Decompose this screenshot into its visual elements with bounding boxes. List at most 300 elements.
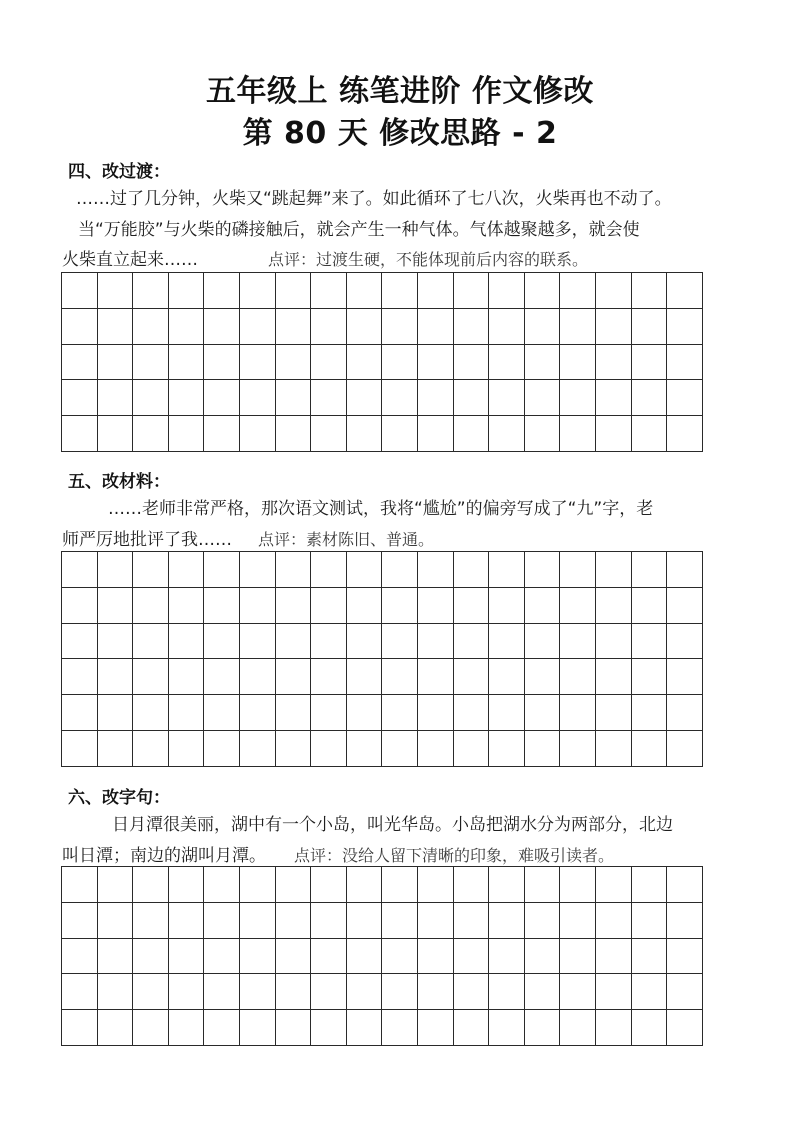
- grid-cell[interactable]: [62, 345, 98, 381]
- grid-cell[interactable]: [347, 345, 383, 381]
- grid-cell[interactable]: [204, 624, 240, 660]
- grid-cell[interactable]: [560, 273, 596, 309]
- grid-row: [62, 416, 703, 452]
- grid-cell[interactable]: [418, 624, 454, 660]
- grid-cell[interactable]: [454, 273, 490, 309]
- grid-cell[interactable]: [347, 731, 383, 767]
- grid-cell[interactable]: [276, 695, 312, 731]
- grid-cell[interactable]: [596, 380, 632, 416]
- grid-cell[interactable]: [489, 731, 525, 767]
- grid-cell[interactable]: [133, 345, 169, 381]
- grid-cell[interactable]: [240, 345, 276, 381]
- grid-cell[interactable]: [276, 867, 312, 903]
- grid-cell[interactable]: [596, 624, 632, 660]
- grid-cell[interactable]: [667, 273, 703, 309]
- grid-cell[interactable]: [62, 273, 98, 309]
- grid-cell[interactable]: [489, 659, 525, 695]
- grid-cell[interactable]: [204, 552, 240, 588]
- grid-cell[interactable]: [667, 731, 703, 767]
- grid-cell[interactable]: [418, 731, 454, 767]
- grid-cell[interactable]: [560, 416, 596, 452]
- grid-cell[interactable]: [276, 309, 312, 345]
- grid-cell[interactable]: [560, 380, 596, 416]
- grid-cell[interactable]: [62, 552, 98, 588]
- grid-cell[interactable]: [382, 416, 418, 452]
- grid-cell[interactable]: [347, 624, 383, 660]
- grid-cell[interactable]: [454, 974, 490, 1010]
- grid-cell[interactable]: [382, 731, 418, 767]
- grid-cell[interactable]: [454, 380, 490, 416]
- grid-cell[interactable]: [133, 731, 169, 767]
- grid-cell[interactable]: [454, 695, 490, 731]
- grid-cell[interactable]: [62, 416, 98, 452]
- grid-cell[interactable]: [133, 380, 169, 416]
- grid-cell[interactable]: [632, 624, 668, 660]
- grid-cell[interactable]: [382, 1010, 418, 1046]
- grid-cell[interactable]: [525, 588, 561, 624]
- grid-cell[interactable]: [204, 867, 240, 903]
- grid-cell[interactable]: [418, 939, 454, 975]
- grid-cell[interactable]: [169, 416, 205, 452]
- grid-cell[interactable]: [240, 695, 276, 731]
- grid-cell[interactable]: [382, 624, 418, 660]
- grid-cell[interactable]: [276, 380, 312, 416]
- grid-cell[interactable]: [169, 380, 205, 416]
- grid-cell[interactable]: [560, 309, 596, 345]
- grid-cell[interactable]: [311, 695, 347, 731]
- grid-cell[interactable]: [560, 588, 596, 624]
- grid-cell[interactable]: [240, 588, 276, 624]
- grid-cell[interactable]: [525, 380, 561, 416]
- grid-cell[interactable]: [454, 903, 490, 939]
- grid-cell[interactable]: [133, 416, 169, 452]
- grid-cell[interactable]: [632, 552, 668, 588]
- grid-cell[interactable]: [276, 731, 312, 767]
- grid-cell[interactable]: [98, 309, 134, 345]
- section-6-writing-grid[interactable]: [61, 866, 703, 1046]
- grid-row: [62, 588, 703, 624]
- grid-cell[interactable]: [525, 731, 561, 767]
- grid-cell[interactable]: [311, 588, 347, 624]
- grid-cell[interactable]: [632, 345, 668, 381]
- grid-cell[interactable]: [596, 552, 632, 588]
- grid-cell[interactable]: [169, 695, 205, 731]
- grid-cell[interactable]: [418, 1010, 454, 1046]
- grid-cell[interactable]: [454, 1010, 490, 1046]
- grid-cell[interactable]: [169, 867, 205, 903]
- grid-cell[interactable]: [632, 273, 668, 309]
- grid-cell[interactable]: [489, 380, 525, 416]
- grid-cell[interactable]: [204, 659, 240, 695]
- grid-cell[interactable]: [667, 624, 703, 660]
- grid-cell[interactable]: [169, 1010, 205, 1046]
- grid-cell[interactable]: [98, 974, 134, 1010]
- grid-cell[interactable]: [382, 588, 418, 624]
- grid-cell[interactable]: [632, 974, 668, 1010]
- grid-cell[interactable]: [276, 273, 312, 309]
- grid-cell[interactable]: [169, 588, 205, 624]
- grid-cell[interactable]: [62, 903, 98, 939]
- grid-cell[interactable]: [169, 731, 205, 767]
- grid-cell[interactable]: [62, 588, 98, 624]
- grid-cell[interactable]: [418, 552, 454, 588]
- grid-cell[interactable]: [418, 273, 454, 309]
- grid-cell[interactable]: [489, 416, 525, 452]
- grid-cell[interactable]: [632, 659, 668, 695]
- grid-cell[interactable]: [525, 939, 561, 975]
- grid-cell[interactable]: [311, 380, 347, 416]
- grid-cell[interactable]: [98, 1010, 134, 1046]
- grid-cell[interactable]: [169, 659, 205, 695]
- grid-cell[interactable]: [667, 867, 703, 903]
- grid-cell[interactable]: [347, 903, 383, 939]
- grid-cell[interactable]: [98, 731, 134, 767]
- grid-cell[interactable]: [454, 659, 490, 695]
- grid-cell[interactable]: [347, 588, 383, 624]
- grid-cell[interactable]: [454, 309, 490, 345]
- grid-cell[interactable]: [560, 659, 596, 695]
- grid-cell[interactable]: [596, 659, 632, 695]
- grid-cell[interactable]: [311, 974, 347, 1010]
- grid-cell[interactable]: [204, 588, 240, 624]
- grid-cell[interactable]: [632, 309, 668, 345]
- grid-cell[interactable]: [560, 867, 596, 903]
- grid-cell[interactable]: [133, 273, 169, 309]
- grid-cell[interactable]: [418, 345, 454, 381]
- grid-cell[interactable]: [98, 345, 134, 381]
- grid-cell[interactable]: [418, 695, 454, 731]
- grid-cell[interactable]: [667, 903, 703, 939]
- grid-cell[interactable]: [240, 659, 276, 695]
- grid-cell[interactable]: [632, 416, 668, 452]
- grid-cell[interactable]: [382, 903, 418, 939]
- grid-cell[interactable]: [489, 1010, 525, 1046]
- grid-cell[interactable]: [382, 380, 418, 416]
- grid-cell[interactable]: [276, 939, 312, 975]
- grid-cell[interactable]: [62, 380, 98, 416]
- grid-cell[interactable]: [632, 695, 668, 731]
- grid-cell[interactable]: [667, 588, 703, 624]
- grid-cell[interactable]: [240, 1010, 276, 1046]
- grid-cell[interactable]: [311, 552, 347, 588]
- grid-cell[interactable]: [276, 624, 312, 660]
- grid-cell[interactable]: [382, 867, 418, 903]
- page-title: 五年级上 练笔进阶 作文修改: [206, 74, 594, 109]
- grid-cell[interactable]: [454, 552, 490, 588]
- grid-cell[interactable]: [347, 309, 383, 345]
- section-4-writing-grid[interactable]: [61, 272, 703, 452]
- grid-cell[interactable]: [560, 624, 596, 660]
- grid-cell[interactable]: [240, 552, 276, 588]
- grid-cell[interactable]: [596, 903, 632, 939]
- grid-cell[interactable]: [382, 695, 418, 731]
- grid-cell[interactable]: [632, 939, 668, 975]
- grid-cell[interactable]: [596, 1010, 632, 1046]
- grid-cell[interactable]: [240, 867, 276, 903]
- grid-cell[interactable]: [632, 380, 668, 416]
- grid-cell[interactable]: [418, 309, 454, 345]
- grid-cell[interactable]: [133, 903, 169, 939]
- grid-cell[interactable]: [169, 345, 205, 381]
- grid-cell[interactable]: [632, 1010, 668, 1046]
- grid-cell[interactable]: [98, 380, 134, 416]
- grid-cell[interactable]: [596, 867, 632, 903]
- grid-cell[interactable]: [311, 309, 347, 345]
- grid-cell[interactable]: [169, 974, 205, 1010]
- grid-cell[interactable]: [525, 1010, 561, 1046]
- grid-cell[interactable]: [98, 939, 134, 975]
- grid-cell[interactable]: [418, 903, 454, 939]
- grid-cell[interactable]: [560, 345, 596, 381]
- grid-cell[interactable]: [240, 939, 276, 975]
- grid-cell[interactable]: [667, 974, 703, 1010]
- grid-cell[interactable]: [133, 1010, 169, 1046]
- grid-cell[interactable]: [62, 1010, 98, 1046]
- grid-cell[interactable]: [98, 273, 134, 309]
- grid-cell[interactable]: [133, 974, 169, 1010]
- section-5-heading: 五、改材料：: [68, 472, 170, 492]
- grid-cell[interactable]: [525, 345, 561, 381]
- grid-cell[interactable]: [418, 659, 454, 695]
- grid-cell[interactable]: [133, 588, 169, 624]
- grid-cell[interactable]: [347, 974, 383, 1010]
- grid-cell[interactable]: [347, 939, 383, 975]
- grid-cell[interactable]: [169, 903, 205, 939]
- grid-cell[interactable]: [382, 309, 418, 345]
- grid-cell[interactable]: [454, 588, 490, 624]
- grid-cell[interactable]: [382, 939, 418, 975]
- grid-cell[interactable]: [489, 695, 525, 731]
- grid-cell[interactable]: [98, 903, 134, 939]
- grid-cell[interactable]: [347, 695, 383, 731]
- grid-cell[interactable]: [133, 624, 169, 660]
- grid-cell[interactable]: [525, 903, 561, 939]
- grid-cell[interactable]: [204, 1010, 240, 1046]
- grid-cell[interactable]: [596, 273, 632, 309]
- grid-cell[interactable]: [525, 659, 561, 695]
- grid-cell[interactable]: [489, 903, 525, 939]
- grid-cell[interactable]: [667, 552, 703, 588]
- grid-cell[interactable]: [667, 1010, 703, 1046]
- grid-cell[interactable]: [98, 552, 134, 588]
- grid-cell[interactable]: [525, 309, 561, 345]
- grid-cell[interactable]: [489, 273, 525, 309]
- grid-cell[interactable]: [62, 974, 98, 1010]
- grid-cell[interactable]: [276, 903, 312, 939]
- grid-cell[interactable]: [204, 416, 240, 452]
- grid-cell[interactable]: [169, 273, 205, 309]
- grid-cell[interactable]: [98, 416, 134, 452]
- grid-cell[interactable]: [133, 309, 169, 345]
- grid-cell[interactable]: [560, 903, 596, 939]
- grid-cell[interactable]: [382, 345, 418, 381]
- grid-cell[interactable]: [560, 1010, 596, 1046]
- grid-cell[interactable]: [204, 974, 240, 1010]
- grid-cell[interactable]: [276, 588, 312, 624]
- grid-cell[interactable]: [418, 974, 454, 1010]
- grid-cell[interactable]: [98, 867, 134, 903]
- grid-cell[interactable]: [525, 273, 561, 309]
- grid-cell[interactable]: [311, 731, 347, 767]
- grid-cell[interactable]: [276, 1010, 312, 1046]
- grid-cell[interactable]: [667, 345, 703, 381]
- grid-cell[interactable]: [311, 867, 347, 903]
- grid-cell[interactable]: [454, 345, 490, 381]
- grid-cell[interactable]: [525, 552, 561, 588]
- grid-cell[interactable]: [204, 939, 240, 975]
- grid-cell[interactable]: [382, 659, 418, 695]
- grid-cell[interactable]: [596, 939, 632, 975]
- grid-row: [62, 867, 703, 903]
- grid-cell[interactable]: [596, 974, 632, 1010]
- grid-cell[interactable]: [489, 552, 525, 588]
- grid-cell[interactable]: [62, 695, 98, 731]
- grid-cell[interactable]: [240, 309, 276, 345]
- grid-cell[interactable]: [632, 731, 668, 767]
- grid-cell[interactable]: [596, 731, 632, 767]
- grid-cell[interactable]: [525, 416, 561, 452]
- grid-cell[interactable]: [98, 624, 134, 660]
- grid-cell[interactable]: [667, 659, 703, 695]
- grid-cell[interactable]: [204, 273, 240, 309]
- grid-cell[interactable]: [596, 309, 632, 345]
- grid-cell[interactable]: [62, 624, 98, 660]
- section-4-comment: 点评：过渡生硬，不能体现前后内容的联系。: [268, 250, 589, 269]
- grid-row: [62, 695, 703, 731]
- grid-cell[interactable]: [632, 588, 668, 624]
- grid-cell[interactable]: [347, 552, 383, 588]
- grid-cell[interactable]: [347, 380, 383, 416]
- grid-cell[interactable]: [62, 659, 98, 695]
- grid-cell[interactable]: [596, 416, 632, 452]
- grid-cell[interactable]: [133, 867, 169, 903]
- grid-cell[interactable]: [489, 974, 525, 1010]
- grid-cell[interactable]: [133, 939, 169, 975]
- grid-cell[interactable]: [276, 416, 312, 452]
- grid-cell[interactable]: [632, 903, 668, 939]
- grid-cell[interactable]: [98, 659, 134, 695]
- grid-cell[interactable]: [560, 974, 596, 1010]
- grid-cell[interactable]: [489, 939, 525, 975]
- grid-cell[interactable]: [276, 345, 312, 381]
- grid-cell[interactable]: [62, 309, 98, 345]
- grid-cell[interactable]: [240, 624, 276, 660]
- grid-cell[interactable]: [418, 588, 454, 624]
- grid-cell[interactable]: [62, 939, 98, 975]
- grid-cell[interactable]: [311, 624, 347, 660]
- grid-cell[interactable]: [489, 867, 525, 903]
- grid-cell[interactable]: [667, 695, 703, 731]
- grid-cell[interactable]: [204, 345, 240, 381]
- grid-cell[interactable]: [311, 939, 347, 975]
- grid-cell[interactable]: [204, 309, 240, 345]
- grid-cell[interactable]: [560, 695, 596, 731]
- grid-cell[interactable]: [62, 867, 98, 903]
- grid-cell[interactable]: [489, 345, 525, 381]
- grid-cell[interactable]: [240, 974, 276, 1010]
- grid-cell[interactable]: [454, 939, 490, 975]
- grid-cell[interactable]: [525, 974, 561, 1010]
- grid-cell[interactable]: [525, 695, 561, 731]
- grid-cell[interactable]: [240, 903, 276, 939]
- grid-cell[interactable]: [169, 552, 205, 588]
- grid-cell[interactable]: [454, 624, 490, 660]
- grid-cell[interactable]: [240, 731, 276, 767]
- grid-cell[interactable]: [311, 903, 347, 939]
- grid-cell[interactable]: [596, 695, 632, 731]
- grid-cell[interactable]: [98, 695, 134, 731]
- grid-cell[interactable]: [204, 695, 240, 731]
- grid-cell[interactable]: [489, 309, 525, 345]
- grid-cell[interactable]: [382, 273, 418, 309]
- grid-cell[interactable]: [667, 380, 703, 416]
- grid-cell[interactable]: [204, 380, 240, 416]
- grid-cell[interactable]: [525, 624, 561, 660]
- grid-cell[interactable]: [454, 416, 490, 452]
- grid-cell[interactable]: [169, 624, 205, 660]
- grid-cell[interactable]: [418, 380, 454, 416]
- grid-cell[interactable]: [560, 939, 596, 975]
- grid-cell[interactable]: [596, 345, 632, 381]
- grid-cell[interactable]: [454, 731, 490, 767]
- grid-cell[interactable]: [418, 416, 454, 452]
- grid-cell[interactable]: [240, 416, 276, 452]
- grid-cell[interactable]: [276, 974, 312, 1010]
- grid-cell[interactable]: [169, 309, 205, 345]
- grid-cell[interactable]: [667, 939, 703, 975]
- grid-cell[interactable]: [418, 867, 454, 903]
- grid-cell[interactable]: [667, 309, 703, 345]
- grid-cell[interactable]: [667, 416, 703, 452]
- grid-cell[interactable]: [311, 659, 347, 695]
- grid-cell[interactable]: [525, 867, 561, 903]
- grid-cell[interactable]: [311, 416, 347, 452]
- grid-cell[interactable]: [347, 416, 383, 452]
- grid-cell[interactable]: [454, 867, 490, 903]
- grid-cell[interactable]: [311, 273, 347, 309]
- section-5-writing-grid[interactable]: [61, 551, 703, 767]
- section-6-text-line-1: 日月潭很美丽，湖中有一个小岛，叫光华岛。小岛把湖水分为两部分，北边: [112, 815, 673, 835]
- grid-cell[interactable]: [382, 552, 418, 588]
- grid-cell[interactable]: [240, 273, 276, 309]
- grid-cell[interactable]: [169, 939, 205, 975]
- grid-cell[interactable]: [489, 588, 525, 624]
- grid-cell[interactable]: [98, 588, 134, 624]
- grid-cell[interactable]: [276, 552, 312, 588]
- grid-cell[interactable]: [632, 867, 668, 903]
- grid-cell[interactable]: [382, 974, 418, 1010]
- grid-cell[interactable]: [133, 659, 169, 695]
- grid-cell[interactable]: [311, 1010, 347, 1046]
- section-5-text-line-2: [62, 528, 742, 552]
- grid-cell[interactable]: [204, 903, 240, 939]
- grid-cell[interactable]: [489, 624, 525, 660]
- grid-cell[interactable]: [133, 552, 169, 588]
- grid-cell[interactable]: [276, 659, 312, 695]
- grid-cell[interactable]: [560, 731, 596, 767]
- grid-cell[interactable]: [347, 867, 383, 903]
- grid-cell[interactable]: [204, 731, 240, 767]
- grid-cell[interactable]: [347, 659, 383, 695]
- grid-cell[interactable]: [133, 695, 169, 731]
- grid-cell[interactable]: [347, 1010, 383, 1046]
- grid-cell[interactable]: [62, 731, 98, 767]
- grid-cell[interactable]: [311, 345, 347, 381]
- grid-cell[interactable]: [560, 552, 596, 588]
- grid-cell[interactable]: [347, 273, 383, 309]
- grid-cell[interactable]: [240, 380, 276, 416]
- grid-cell[interactable]: [596, 588, 632, 624]
